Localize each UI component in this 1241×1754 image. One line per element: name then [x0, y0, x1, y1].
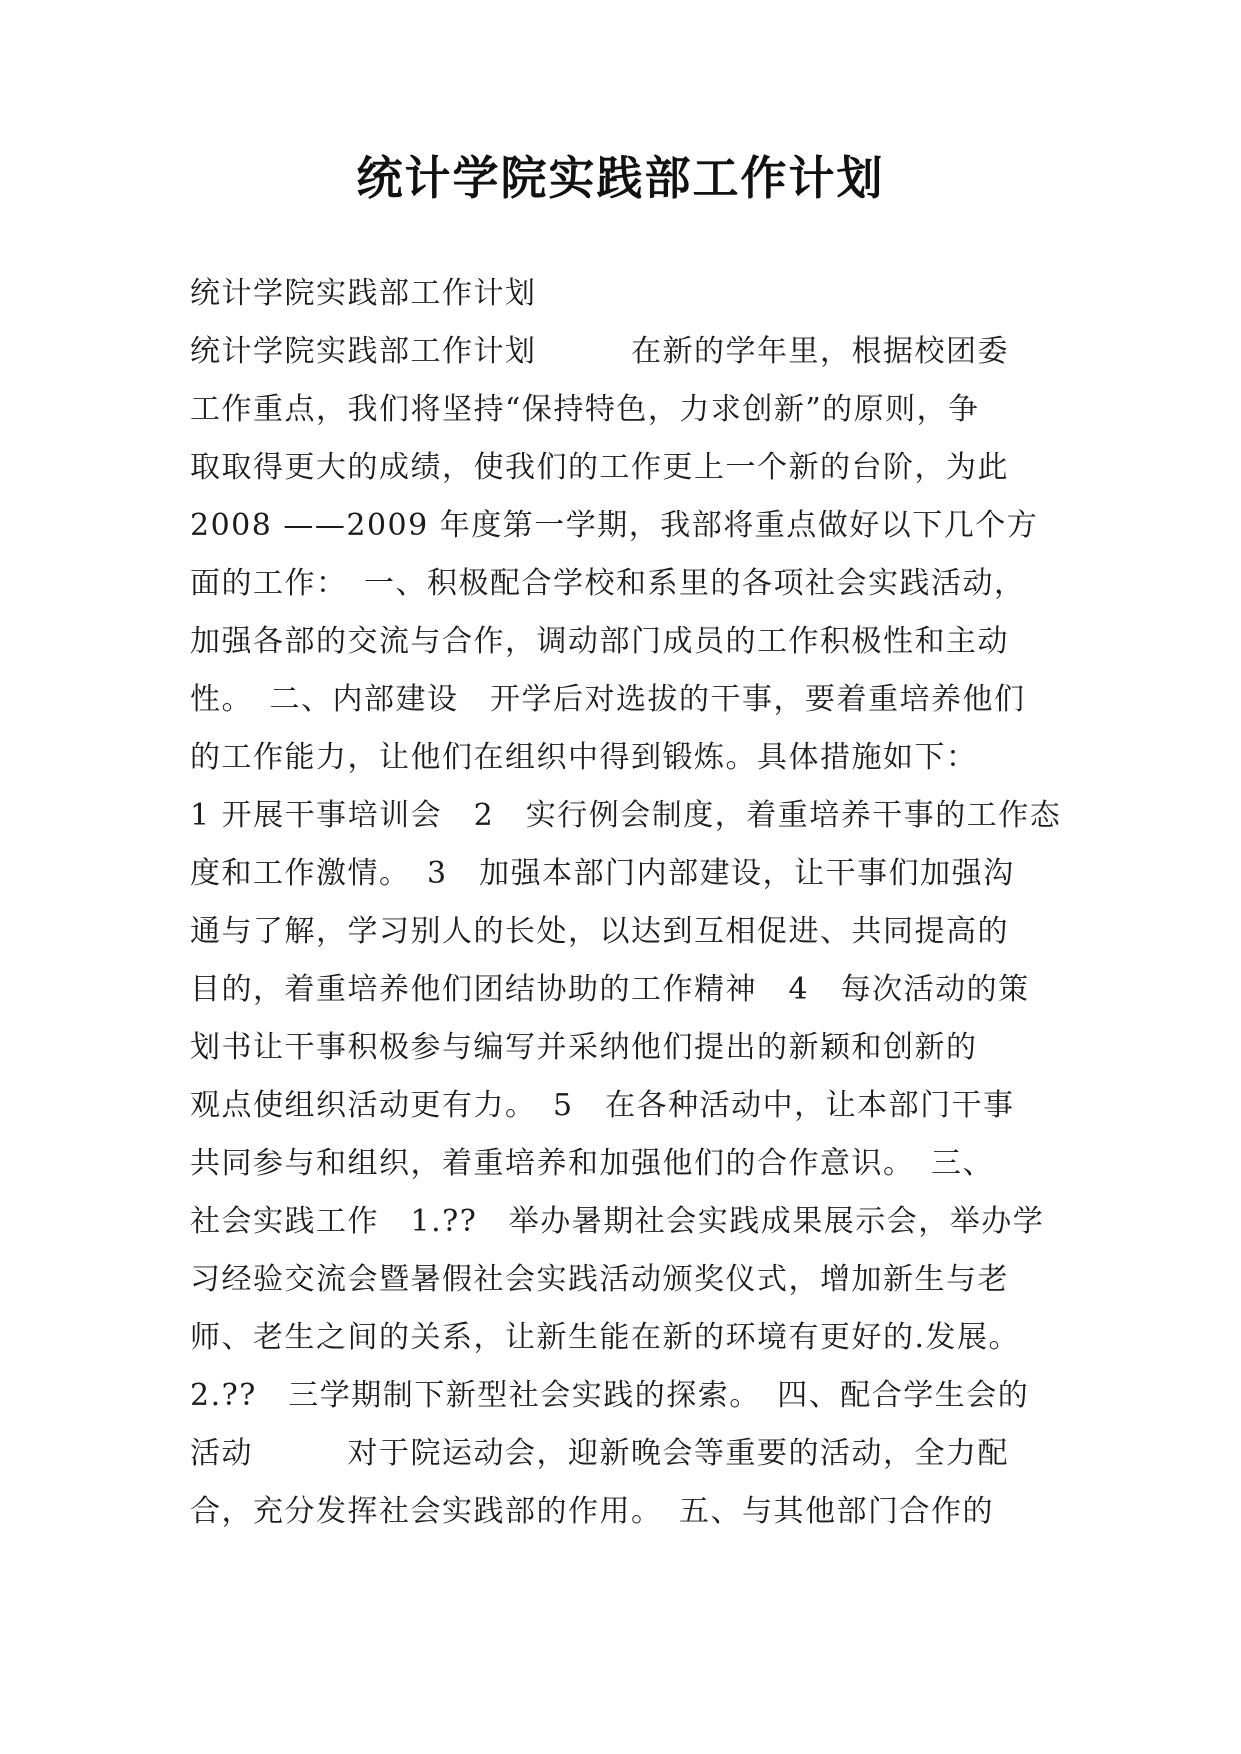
body-line: 2008 ——2009 年度第一学期，我部将重点做好以下几个方 [190, 508, 1039, 543]
body-line: 共同参与和组织，着重培养和加强他们的合作意识。 三、 [190, 1146, 994, 1181]
body-line: 统计学院实践部工作计划 [190, 276, 537, 311]
document-body [190, 265, 1070, 1541]
body-line: 观点使组织活动更有力。 5 在各种活动中，让本部门干事 [190, 1088, 1015, 1123]
body-line: 性。 二、内部建设 开学后对选拔的干事，要着重培养他们 [190, 682, 1026, 717]
body-line: 师、老生之间的关系，让新生能在新的环境有更好的.发展。 [190, 1320, 1021, 1355]
body-line: 目的，着重培养他们团结协助的工作精神 4 每次活动的策 [190, 972, 1030, 1007]
body-line: 统计学院实践部工作计划 在新的学年里，根据校团委 [190, 334, 1009, 369]
body-line: 取取得更大的成绩，使我们的工作更上一个新的台阶，为此 [190, 450, 1009, 485]
body-line: 划书让干事积极参与编写并采纳他们提出的新颖和创新的 [190, 1030, 978, 1065]
body-line: 活动 对于院运动会，迎新晚会等重要的活动，全力配 [190, 1436, 1009, 1471]
body-line: 社会实践工作 1.?? 举办暑期社会实践成果展示会，举办学 [190, 1204, 1045, 1239]
body-line: 度和工作激情。 3 加强本部门内部建设，让干事们加强沟 [190, 856, 1015, 891]
body-line: 面的工作： 一、积极配合学校和系里的各项社会实践活动， [190, 566, 1026, 601]
body-line: 通与了解，学习别人的长处，以达到互相促进、共同提高的 [190, 914, 1009, 949]
body-line: 习经验交流会暨暑假社会实践活动颁奖仪式，增加新生与老 [190, 1262, 1009, 1297]
document-title: 统计学院实践部工作计划 [356, 151, 885, 205]
body-line: 2.?? 三学期制下新型社会实践的探索。 四、配合学生会的 [190, 1378, 1030, 1413]
body-line: 合，充分发挥社会实践部的作用。 五、与其他部门合作的 [190, 1494, 994, 1529]
body-line: 加强各部的交流与合作，调动部门成员的工作积极性和主动 [190, 624, 1009, 659]
body-line: 的工作能力，让他们在组织中得到锻炼。具体措施如下： [190, 740, 978, 775]
body-line: 1 开展干事培训会 2 实行例会制度，着重培养干事的工作态 [190, 798, 1062, 833]
body-line: 工作重点，我们将坚持“保持特色，力求创新”的原则，争 [190, 392, 980, 427]
